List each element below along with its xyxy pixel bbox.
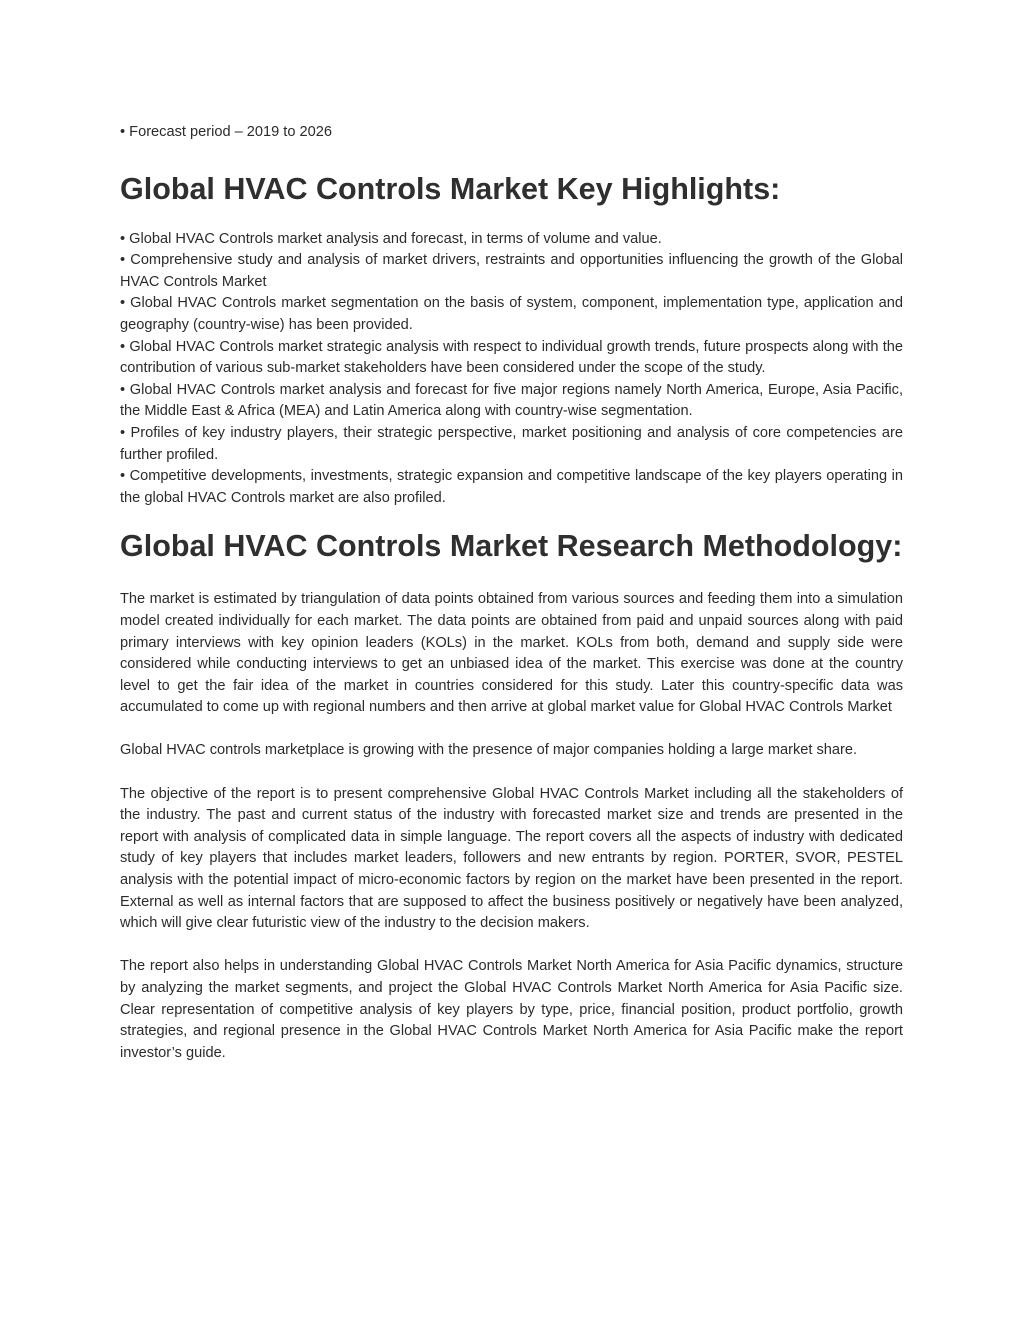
methodology-paragraph: The market is estimated by triangulation of data points obtained from various sources and feeding them into a simulation model created individually for each market. The data points are obtained from paid and unpaid sources along with paid primary interviews with key opinion leaders (KOLs) in the market. KOLs from both, demand and supply side were considered while conducting interviews to get an unbiased idea of the market. This exercise was done at the country level to get the fair idea of the market in countries considered for this study. Later this country-specific data was accumulated to come up with regional numbers and then arrive at global market value for Global HVAC Controls Market: [120, 591, 903, 716]
forecast-period-line: • Forecast period – 2019 to 2026: [120, 124, 332, 140]
methodology-paragraph: The report also helps in understanding Global HVAC Controls Market North America for Asia Pacific dynamics, structure by analyzing the market segments, and project the Global HVAC Controls Market North America for Asia Pacific size. Clear representation of competitive analysis of key players by type, price, financial position, product portfolio, growth strategies, and regional presence in the Global HVAC Controls Market North America for Asia Pacific make the report investor’s guide.: [120, 958, 903, 1061]
key-highlights-list: [120, 229, 903, 510]
key-highlights-heading: Global HVAC Controls Market Key Highlights:: [120, 171, 781, 206]
highlight-bullet: • Global HVAC Controls market strategic analysis with respect to individual growth trends, future prospects along with the contribution of various sub-market stakeholders have been considered under the scope of the study.: [120, 338, 903, 377]
highlight-bullet: • Global HVAC Controls market segmentation on the basis of system, component, implementation type, application and geography (country-wise) has been provided.: [120, 295, 903, 333]
research-methodology-heading: Global HVAC Controls Market Research Methodology:: [120, 529, 903, 564]
highlight-bullet: • Comprehensive study and analysis of market drivers, restraints and opportunities influencing the growth of the Global HVAC Controls Market: [120, 252, 903, 290]
highlight-bullet: • Global HVAC Controls market analysis and forecast for five major regions namely North America, Europe, Asia Pacific, the Middle East & Africa (MEA) and Latin America along with country-wise segmentation.: [120, 381, 903, 420]
methodology-paragraph: Global HVAC controls marketplace is growing with the presence of major companies holding a large market share.: [120, 742, 858, 759]
document-page: [120, 122, 903, 1086]
methodology-paragraph: The objective of the report is to present comprehensive Global HVAC Controls Market including all the stakeholders of the industry. The past and current status of the industry with forecasted market size and trends are presented in the report with analysis of complicated data in simple language. The report covers all the aspects of industry with dedicated study of key players that includes market leaders, followers and new entrants by region. PORTER, SVOR, PESTEL analysis with the potential impact of micro-economic factors by region on the market have been presented in the report. External as well as internal factors that are supposed to affect the business positively or negatively have been analyzed, which will give clear futuristic view of the industry to the decision makers.: [120, 785, 903, 932]
highlight-bullet: • Competitive developments, investments, strategic expansion and competitive landscape of the key players operating in the global HVAC Controls market are also profiled.: [120, 468, 903, 506]
methodology-body: [120, 589, 903, 1064]
highlight-bullet: • Profiles of key industry players, their strategic perspective, market positioning and analysis of core competencies are further profiled.: [120, 424, 903, 463]
highlight-bullet: • Global HVAC Controls market analysis and forecast, in terms of volume and value.: [120, 230, 662, 247]
